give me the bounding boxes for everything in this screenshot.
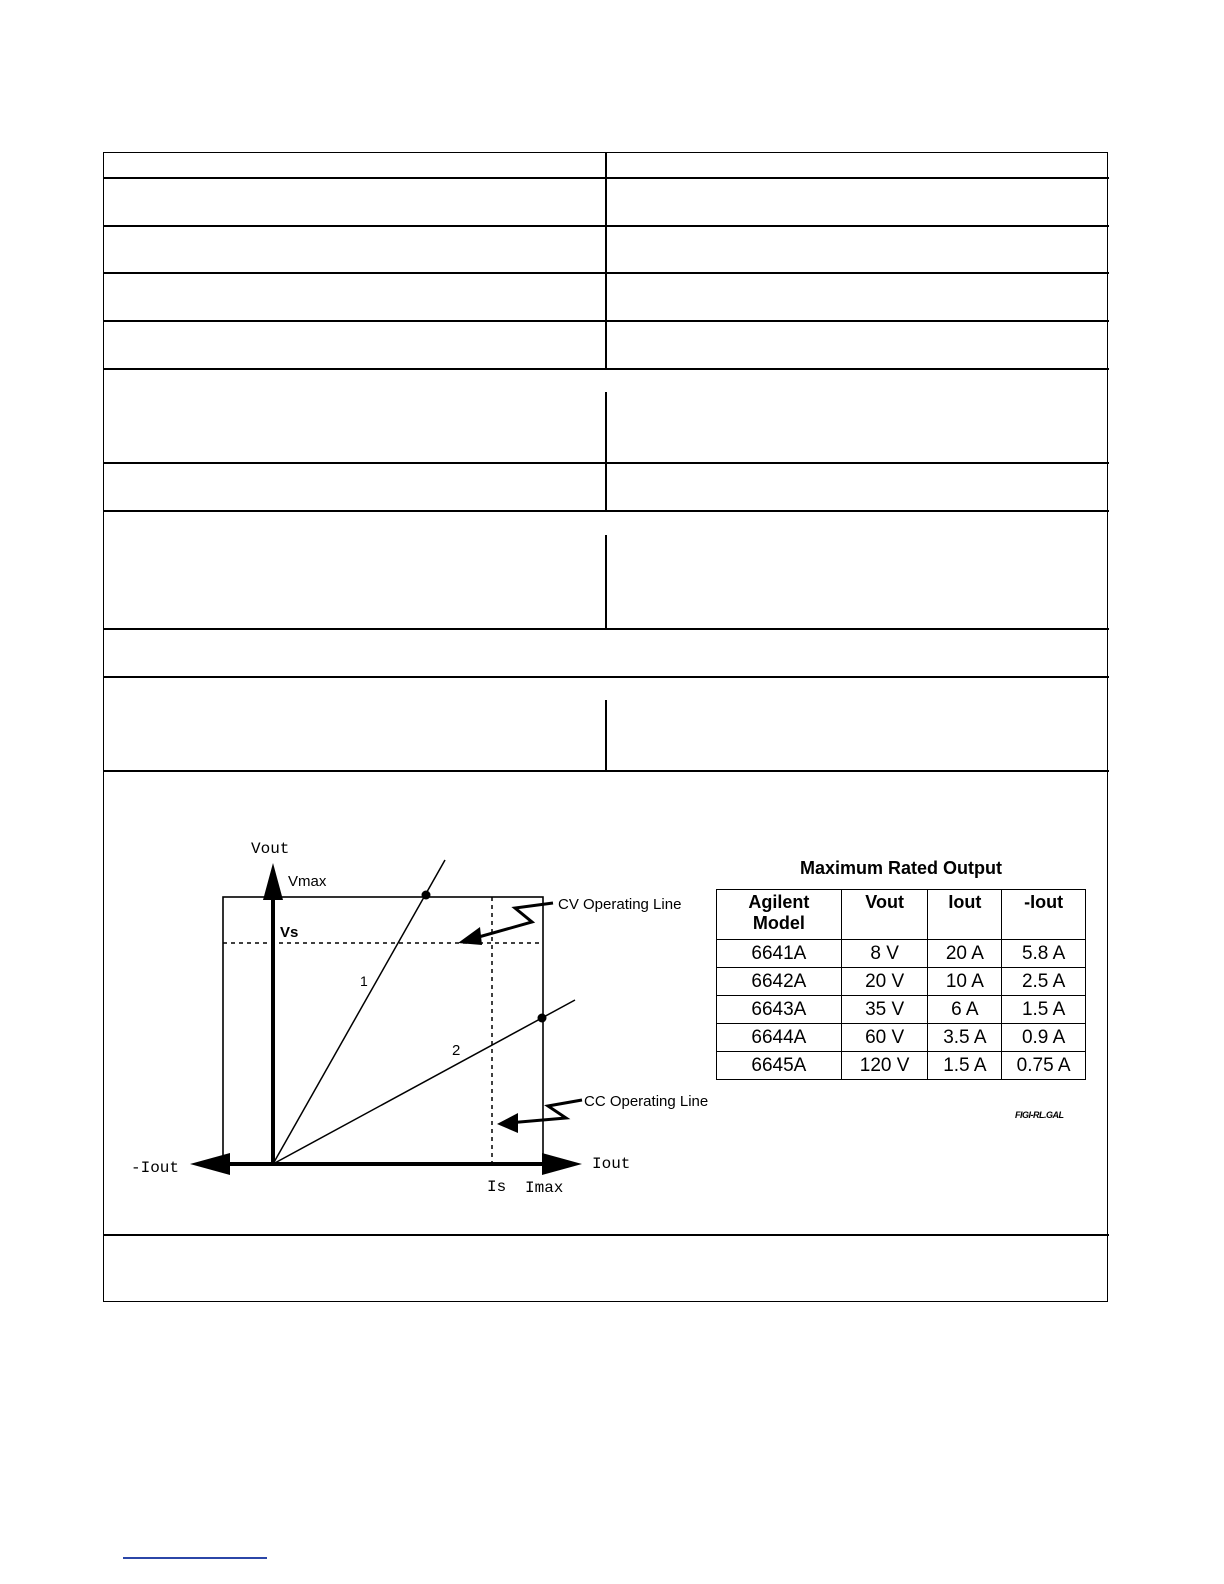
model-cell: 6645A: [717, 1052, 842, 1080]
cv-pointer-head: [458, 927, 482, 945]
vout-cell: 60 V: [841, 1024, 928, 1052]
model-cell: 6642A: [717, 968, 842, 996]
header-vout: Vout: [841, 890, 928, 940]
vs-label: Vs: [280, 924, 299, 941]
vout-axis-arrowhead: [263, 863, 283, 900]
cc-pointer: [508, 1100, 582, 1123]
imax-label: Imax: [525, 1179, 564, 1197]
table-row: [717, 996, 1086, 1024]
neg-iout-cell: 0.75 A: [1002, 1052, 1086, 1080]
iout-cell: 3.5 A: [928, 1024, 1002, 1052]
neg-iout-axis-arrowhead: [190, 1153, 230, 1175]
operating-point-2: [538, 1014, 547, 1023]
footer-link-underline: [123, 1557, 267, 1559]
load-line-1: [273, 860, 445, 1164]
table-row: [717, 968, 1086, 996]
model-cell: 6641A: [717, 940, 842, 968]
vout-cell: 8 V: [841, 940, 928, 968]
neg-iout-cell: 2.5 A: [1002, 968, 1086, 996]
figure-code: FIGI-RL.GAL: [1015, 1110, 1064, 1120]
vmax-label: Vmax: [288, 873, 327, 890]
neg-iout-cell: 5.8 A: [1002, 940, 1086, 968]
table-row: [717, 940, 1086, 968]
table-row: [717, 1052, 1086, 1080]
cc-operating-line-label: CC Operating Line: [584, 1093, 709, 1110]
iout-axis-arrowhead: [542, 1153, 582, 1175]
vout-cell: 20 V: [841, 968, 928, 996]
line-1-label: 1: [360, 973, 368, 989]
header-model: Agilent Model: [717, 890, 842, 940]
table-row: [717, 1024, 1086, 1052]
model-cell: 6643A: [717, 996, 842, 1024]
header-neg-iout: -Iout: [1002, 890, 1086, 940]
header-iout: Iout: [928, 890, 1002, 940]
vout-axis-label: Vout: [251, 840, 290, 858]
iout-axis-label: Iout: [592, 1155, 631, 1173]
neg-iout-cell: 1.5 A: [1002, 996, 1086, 1024]
neg-iout-cell: 0.9 A: [1002, 1024, 1086, 1052]
load-line-2: [273, 1000, 575, 1164]
rated-output-title: Maximum Rated Output: [799, 858, 1002, 878]
vout-cell: 120 V: [841, 1052, 928, 1080]
rated-output-table: [716, 889, 1086, 1080]
cv-operating-line-label: CV Operating Line: [558, 896, 682, 913]
operating-point-1: [422, 891, 431, 900]
model-cell: 6644A: [717, 1024, 842, 1052]
neg-iout-label: -Iout: [131, 1159, 180, 1177]
table-header-row: [717, 890, 1086, 940]
iout-cell: 6 A: [928, 996, 1002, 1024]
cc-pointer-head: [497, 1113, 518, 1133]
vout-cell: 35 V: [841, 996, 928, 1024]
iout-cell: 1.5 A: [928, 1052, 1002, 1080]
is-label: Is: [487, 1178, 507, 1196]
iout-cell: 10 A: [928, 968, 1002, 996]
line-2-label: 2: [452, 1042, 461, 1059]
iout-cell: 20 A: [928, 940, 1002, 968]
